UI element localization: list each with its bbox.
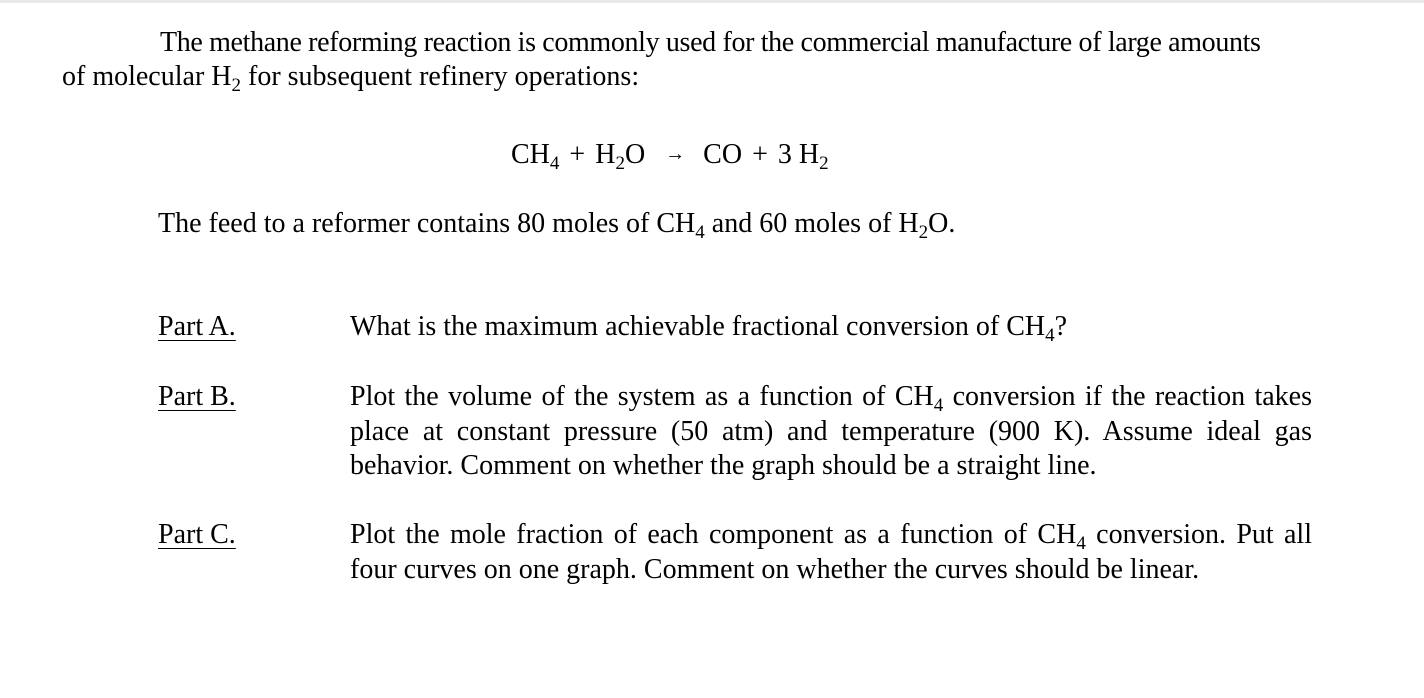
equation-product-2-subscript: 2 [819, 153, 829, 174]
feed-statement [158, 207, 955, 241]
part-b-line-2: place at constant pressure (50 atm) and temperature (900 K). Assume ideal gas [350, 415, 1312, 447]
equation-reactant-2-subscript: 2 [615, 153, 625, 174]
part-b-label: Part B. [158, 381, 236, 412]
part-a-question-pre: What is the maximum achievable fractional conversion of CH [350, 311, 1046, 342]
part-b-line-1 [350, 380, 1312, 415]
equation-product-2: 3 H [777, 139, 820, 170]
feed-pre: The feed to a reformer contains 80 moles of CH [158, 208, 696, 239]
part-a-question [350, 310, 1067, 345]
intro-line-2-post: for subsequent refinery operations: [241, 61, 640, 92]
feed-post: O. [928, 208, 956, 239]
equation-plus-2: + [752, 139, 768, 170]
part-b-line-1-pre: Plot the volume of the system as a function of CH [350, 381, 934, 412]
part-a-question-subscript: 4 [1045, 325, 1055, 346]
equation-reactant-1: CH [511, 139, 550, 170]
part-b-line-3: behavior. Comment on whether the graph should be a straight line. [350, 450, 1097, 481]
intro-line-1: The methane reforming reaction is commonly used for the commercial manufacture of large amounts [160, 27, 1261, 58]
part-c-label: Part C. [158, 519, 236, 550]
feed-subscript-2: 2 [918, 222, 929, 243]
intro-line-2-pre: of molecular H [62, 61, 232, 92]
part-c-line-2: four curves on one graph. Comment on whether the curves should be linear. [350, 553, 1200, 585]
intro-line-2-subscript: 2 [231, 75, 241, 96]
intro-line-2 [62, 60, 639, 94]
equation-product-1: CO [703, 139, 743, 170]
feed-subscript-1: 4 [695, 222, 705, 243]
equation-reactant-1-subscript: 4 [549, 153, 560, 174]
part-c-line-1-subscript: 4 [1076, 533, 1086, 554]
equation-reactant-2: H [595, 139, 616, 170]
part-c-line-1 [350, 518, 1312, 553]
reaction-equation [511, 137, 829, 172]
part-b-line-1-subscript: 4 [933, 395, 944, 416]
part-b-line-1-post: conversion if the reaction takes [943, 381, 1312, 412]
top-border [0, 0, 1424, 3]
feed-mid: and 60 moles of H [704, 208, 919, 239]
reaction-arrow-icon: → [665, 143, 686, 165]
part-c-line-1-post: conversion. Put all [1085, 519, 1312, 550]
part-b-question [350, 380, 1312, 484]
part-a-question-post: ? [1054, 311, 1068, 342]
part-a-label: Part A. [158, 311, 236, 342]
part-c-question [350, 518, 1312, 587]
equation-plus-1: + [569, 139, 586, 170]
equation-reactant-2-tail: O [624, 139, 646, 170]
part-c-line-1-pre: Plot the mole fraction of each component as a function of CH [350, 519, 1077, 550]
